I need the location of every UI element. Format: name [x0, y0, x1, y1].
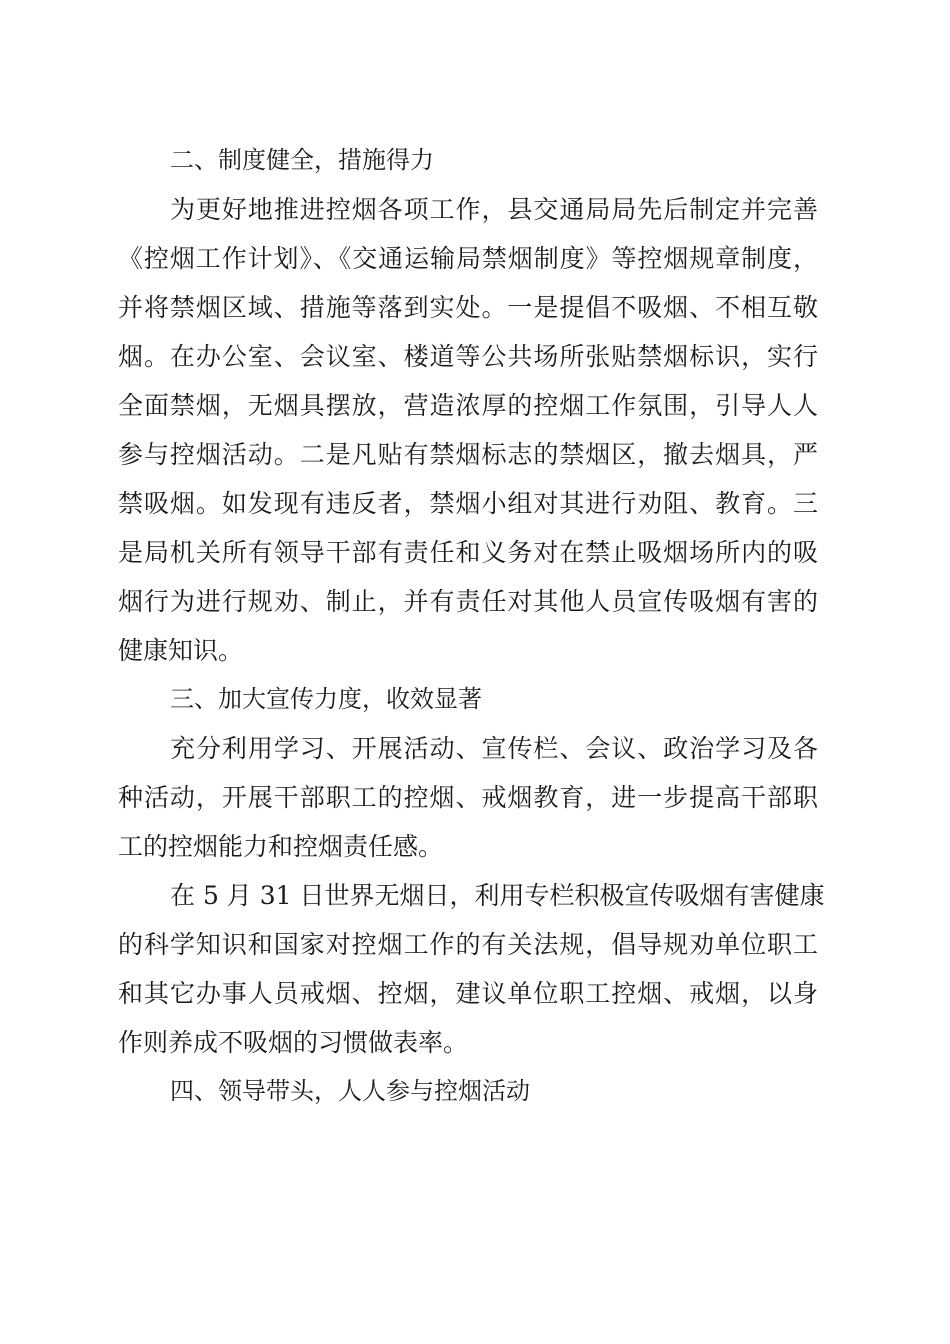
paragraph-line: 的科学知识和国家对控烟工作的有关法规，倡导规劝单位职工	[118, 930, 818, 959]
paragraph-line: 工的控烟能力和控烟责任感。	[118, 832, 444, 861]
paragraph-line: 参与控烟活动。二是凡贴有禁烟标志的禁烟区，撤去烟具，严	[118, 440, 818, 469]
paragraph-line: 烟行为进行规劝、制止，并有责任对其他人员宣传吸烟有害的	[118, 587, 818, 616]
section-2-paragraph	[118, 185, 818, 675]
paragraph-line: 并将禁烟区域、措施等落到实处。一是提倡不吸烟、不相互敬	[118, 293, 818, 322]
paragraph-line: 全面禁烟，无烟具摆放，营造浓厚的控烟工作氛围，引导人人	[118, 391, 818, 420]
paragraph-line: 在 5 月 31 日世界无烟日，利用专栏积极宣传吸烟有害健康	[170, 881, 825, 910]
paragraph-line: 充分利用学习、开展活动、宣传栏、会议、政治学习及各	[170, 734, 818, 763]
section-heading-2: 二、制度健全，措施得力	[170, 146, 434, 174]
paragraph-line: 健康知识。	[118, 636, 244, 665]
paragraph-line: 《控烟工作计划》、《交通运输局禁烟制度》等控烟规章制度，	[118, 244, 818, 273]
paragraph-line: 和其它办事人员戒烟、控烟，建议单位职工控烟、戒烟，以身	[118, 979, 818, 1008]
paragraph-line: 作则养成不吸烟的习惯做表率。	[118, 1028, 469, 1057]
paragraph-line: 是局机关所有领导干部有责任和义务对在禁止吸烟场所内的吸	[118, 538, 818, 567]
section-3-paragraph-2	[118, 871, 825, 1067]
paragraph-line: 禁吸烟。如发现有违反者，禁烟小组对其进行劝阻、教育。三	[118, 489, 818, 518]
section-3-paragraph-1	[118, 724, 818, 871]
paragraph-line: 种活动，开展干部职工的控烟、戒烟教育，进一步提高干部职	[118, 783, 818, 812]
paragraph-line: 烟。在办公室、会议室、楼道等公共场所张贴禁烟标识，实行	[118, 342, 818, 371]
paragraph-line: 为更好地推进控烟各项工作，县交通局局先后制定并完善	[170, 195, 818, 224]
section-heading-3: 三、加大宣传力度，收效显著	[170, 685, 482, 713]
document-body	[118, 136, 825, 1116]
section-heading-4: 四、领导带头，人人参与控烟活动	[170, 1077, 530, 1105]
